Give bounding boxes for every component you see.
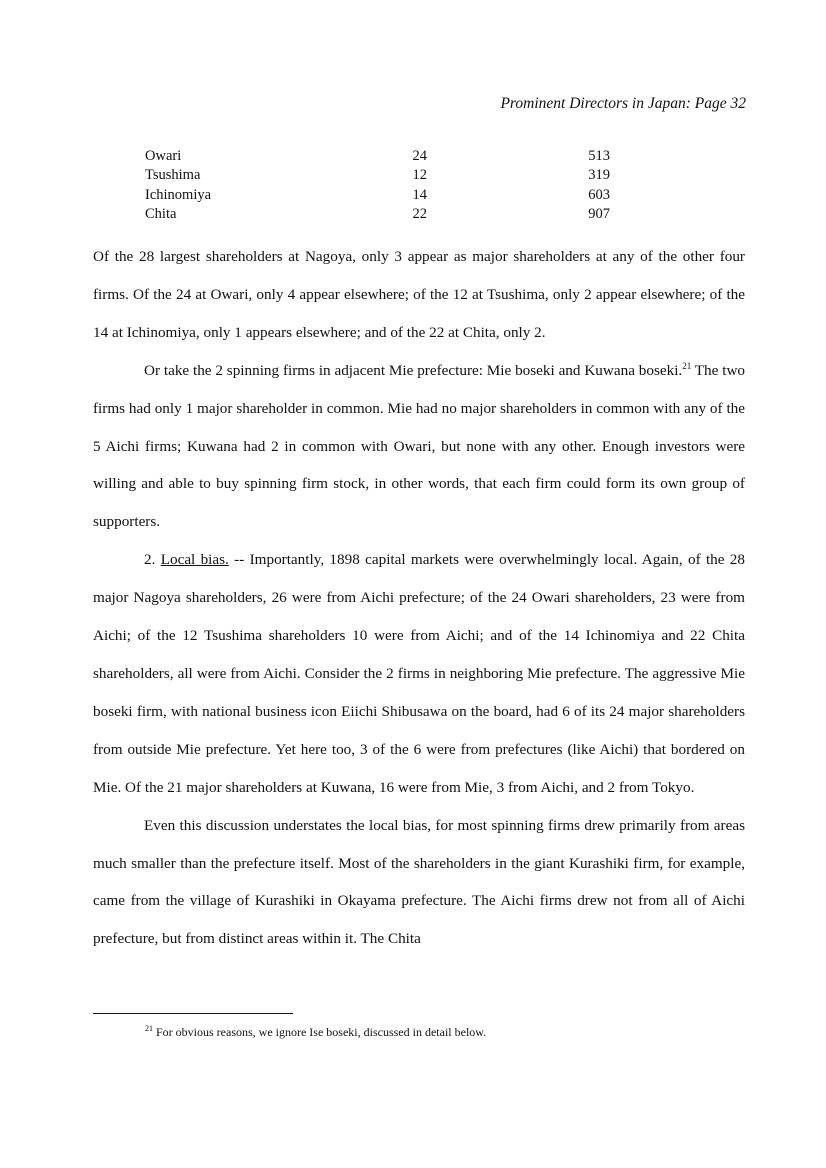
table-row xyxy=(145,205,615,224)
footnote-marker: 21 xyxy=(145,1024,153,1033)
footnote-text: For obvious reasons, we ignore Ise boseki, discussed in detail below. xyxy=(153,1025,487,1039)
share-value: 513 xyxy=(588,148,610,164)
running-header: Prominent Directors in Japan: Page 32 xyxy=(500,95,746,112)
shareholder-count: 14 xyxy=(412,186,427,203)
table-row xyxy=(145,147,615,166)
footnote xyxy=(145,1025,486,1040)
paragraph-text: Or take the 2 spinning firms in adjacent Mie prefecture: Mie boseki and Kuwana boseki. xyxy=(144,361,683,379)
section-number: 2. xyxy=(144,551,161,569)
share-value: 907 xyxy=(588,205,610,222)
share-value: 319 xyxy=(588,167,610,184)
paragraph-text: -- Importantly, 1898 capital markets were overwhelmingly local. Again, of the 28 major Nagoya shareholders, 26 were from Aichi prefecture; of the 24 Owari shareholders, 23 were from Aichi; of the 12 Tsushima shareholders 10 were from Aichi; and of the 14 Ichinomiya and 22 Chita shareholders, all were from Aichi. Consider the 2 firms in neighboring Mie prefecture. The aggressive Mie boseki firm, with national business icon Eiichi Shibusawa on the board, had 6 of its 24 major shareholders from outside Mie prefecture. Yet here too, 3 of the 6 were from prefectures (like Aichi) that bordered on Mie. Of the 21 major shareholders at Kuwana, 16 were from Mie, 3 from Aichi, and 2 from Tokyo. xyxy=(93,551,745,796)
shareholder-count: 12 xyxy=(412,167,427,184)
table-row xyxy=(145,186,615,205)
shareholder-count: 24 xyxy=(412,148,427,164)
paragraph: Even this discussion understates the local bias, for most spinning firms drew primarily from areas much smaller than the prefecture itself. Most of the shareholders in the giant Kurashiki firm, for example, came from the village of Kurashiki in Okayama prefecture. The Aichi firms drew not from all of Aichi prefecture, but from distinct areas within it. The Chita xyxy=(93,816,745,948)
section-heading: Local bias. xyxy=(160,551,229,569)
footnote-divider xyxy=(93,1013,293,1014)
shareholder-table xyxy=(145,147,615,224)
firm-name: Chita xyxy=(145,205,177,222)
body-text xyxy=(93,238,745,958)
share-value: 603 xyxy=(588,186,610,203)
firm-name: Owari xyxy=(145,148,182,164)
table-row xyxy=(145,166,615,185)
paragraph: Of the 28 largest shareholders at Nagoya, only 3 appear as major shareholders at any of the other four firms. Of the 24 at Owari, only 4 appear elsewhere; of the 12 at Tsushima, only 2 appear elsewhere; of the 14 at Ichinomiya, only 1 appears elsewhere; and of the 22 at Chita, only 2. xyxy=(93,248,745,341)
firm-name: Tsushima xyxy=(145,167,201,184)
paragraph xyxy=(93,541,745,806)
firm-name: Ichinomiya xyxy=(145,186,212,203)
paragraph xyxy=(93,352,745,542)
footnote-reference[interactable]: 21 xyxy=(682,360,692,371)
paragraph-text: The two firms had only 1 major shareholder in common. Mie had no major shareholders in common with any of the 5 Aichi firms; Kuwana had 2 in common with Owari, but none with any other. Enough investors were willing and able to buy spinning firm stock, in other words, that each firm could form its own group of supporters. xyxy=(93,361,745,531)
shareholder-count: 22 xyxy=(412,205,427,222)
